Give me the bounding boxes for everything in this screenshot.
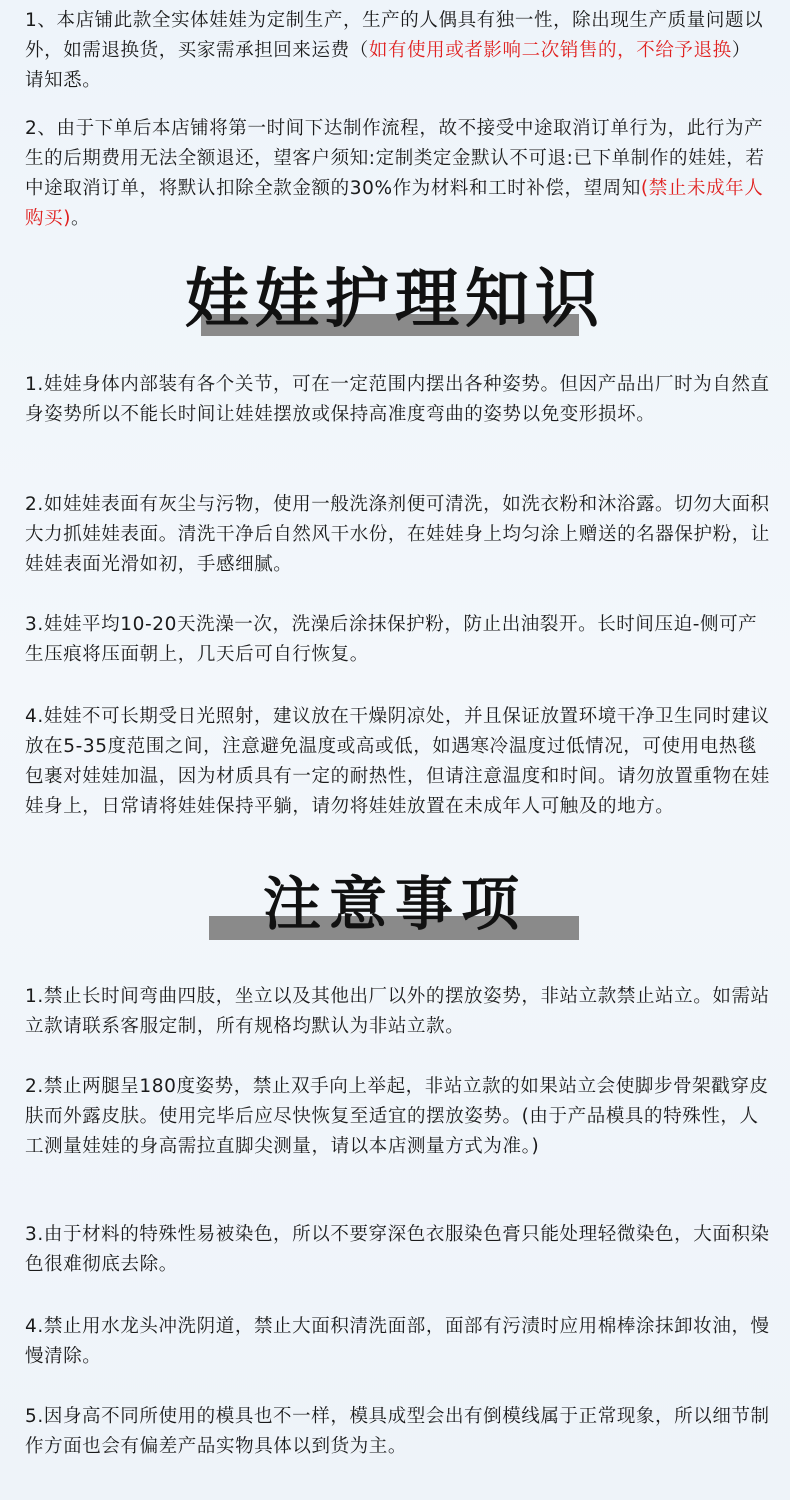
intro-paragraph-1-highlight: 如有使用或者影响二次销售的，不给予退换 <box>368 40 732 61</box>
notes-section-title: 注意事项 <box>262 870 527 938</box>
note-item-5: 5.因身高不同所使用的模具也不一样，模具成型会出有倒模线属于正常现象，所以细节制作方面也会有偏差产品实物具体以到货为主。 <box>25 1406 770 1457</box>
care-item-4: 4.娃娃不可长期受日光照射，建议放在干燥阴凉处，并且保证放置环境干净卫生同时建议放在5-35度范围之间，注意避免温度或高或低，如遇寒冷温度过低情况，可使用电热毯包裹对娃娃加温，因为材质具有一定的耐热性，但请注意温度和时间。请勿放置重物在娃娃身上，日常请将娃娃保持平躺，请勿将娃娃放置在未成年人可触及的地方。 <box>25 706 770 817</box>
care-section-title: 娃娃护理知识 <box>185 263 605 337</box>
notes-section-heading <box>0 866 790 956</box>
intro-paragraph-1-text: 1、本店铺此款全实体娃娃为定制生产，生产的人偶具有独一性，除出现生产质量问题以外，如需退换货，买家需承担回来运费（ <box>25 10 764 61</box>
intro-paragraph-1 <box>25 6 768 96</box>
care-item-2: 2.如娃娃表面有灰尘与污物，使用一般洗涤剂便可清洗，如洗衣粉和沐浴露。切勿大面积大力抓娃娃表面。清洗干净后自然风干水份，在娃娃身上均匀涂上赠送的名器保护粉，让娃娃表面光滑如初，手感细腻。 <box>25 494 770 575</box>
care-item-3: 3.娃娃平均10-20天洗澡一次，洗澡后涂抹保护粉，防止出油裂开。长时间压迫-侧可产生压痕将压面朝上，几天后可自行恢复。 <box>25 614 758 665</box>
care-item-1: 1.娃娃身体内部装有各个关节，可在一定范围内摆出各种姿势。但因产品出厂时为自然直身姿势所以不能长时间让娃娃摆放或保持高准度弯曲的姿势以免变形损坏。 <box>25 374 770 425</box>
note-item-3: 3.由于材料的特殊性易被染色，所以不要穿深色衣服染色膏只能处理轻微染色，大面积染色很难彻底去除。 <box>25 1224 770 1275</box>
intro-paragraph-2-tail: 。 <box>71 208 91 229</box>
note-item-2: 2.禁止两腿呈180度姿势，禁止双手向上举起，非站立款的如果站立会使脚步骨架戳穿皮肤而外露皮肤。使用完毕后应尽快恢复至适宜的摆放姿势。(由于产品模具的特殊性，人工测量娃娃的身高需拉直脚尖测量，请以本店测量方式为准。) <box>25 1076 769 1157</box>
note-item-4: 4.禁止用水龙头冲洗阴道，禁止大面积清洗面部，面部有污渍时应用棉棒涂抹卸妆油，慢慢清除。 <box>25 1316 770 1367</box>
care-section-heading <box>0 258 790 348</box>
intro-paragraph-2-highlight: (禁止未成年人购买) <box>25 178 764 229</box>
intro-paragraph-2 <box>25 114 768 234</box>
intro-paragraph-2-text: 2、由于下单后本店铺将第一时间下达制作流程，故不接受中途取消订单行为，此行为产生的后期费用无法全额退还，望客户须知:定制类定金默认不可退:已下单制作的娃娃，若中途取消订单，将默认扣除全款金额的30%作为材料和工时补偿，望周知 <box>25 118 765 199</box>
intro-paragraph-1-tail: ）请知悉。 <box>25 40 751 91</box>
note-item-1: 1.禁止长时间弯曲四肢，坐立以及其他出厂以外的摆放姿势，非站立款禁止站立。如需站立款请联系客服定制，所有规格均默认为非站立款。 <box>25 986 770 1037</box>
